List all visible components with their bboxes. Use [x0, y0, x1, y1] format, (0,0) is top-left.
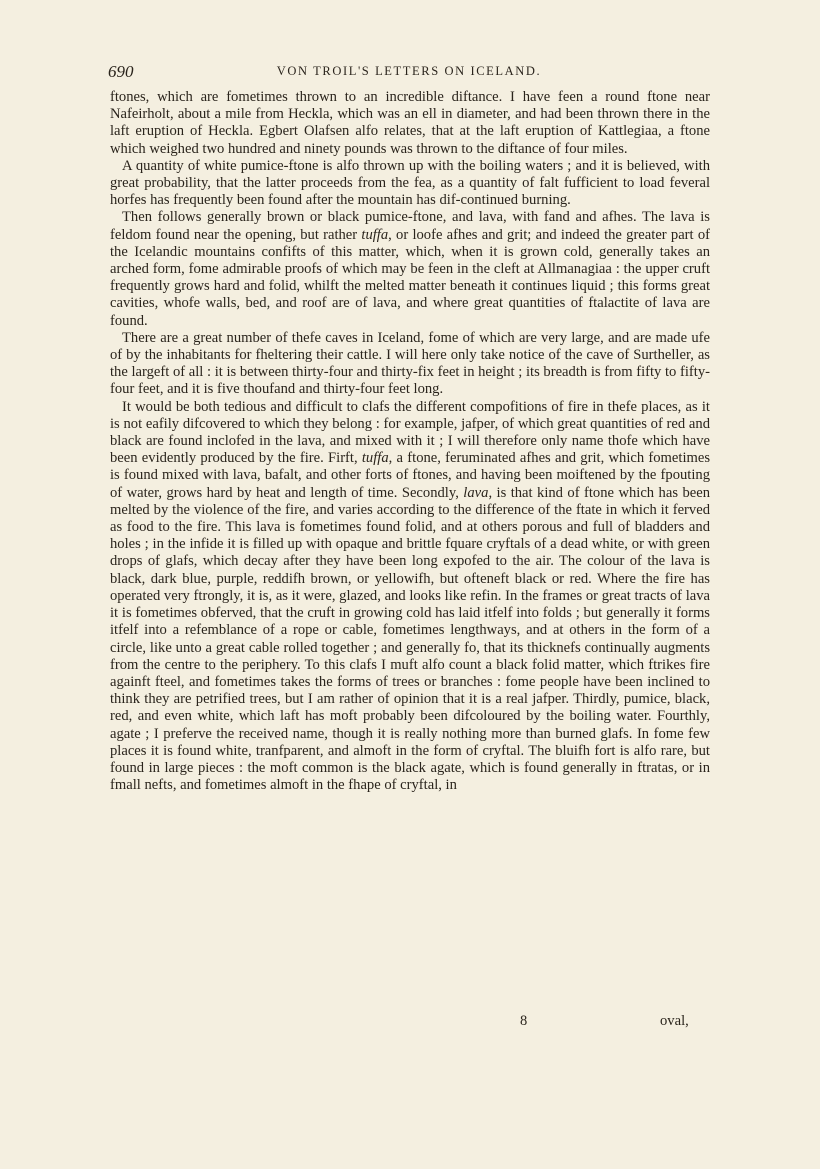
paragraph-5-text-cont: , a ftone, feruminated afhes and grit, which fometimes is found mixed with lava, bafalt, and other forts of ftones, and having been moiftened by the fpouting of water, grows hard by heat and length of time. Secondly, — [110, 450, 711, 501]
paragraph-5-text-end: , is that kind of ftone which has been melted by the violence of the fire, and varies according to the difference of the ftate in which it ferved as food to the fire. This lava is fometimes found folid, and at others porous and full of bladders and holes ; in the infide it is filled up with opaque and brittle fquare cryftals of a dead white, or with green drops of glafs, which decay after they have been long expofed to the air. The colour of the lava is black, dark blue, purple, reddifh brown, or yellowifh, but ofteneft black or red. Where the fire has operated very ftrongly, it is, as it were, glazed, and looks like refin. In the frames or great tracts of lava it is fometimes obferved, that the cruft in growing cold has laid itfelf into folds ; but generally it forms itfelf into a refemblance of a rope or cable, fometimes lengthways, and at others in the form of a circle, like unto a great cable rolled together ; and generally fo, that its thicknefs continually augments from the centre to the periphery. To this clafs I muft alfo count a black folid matter, which ftrikes fire againft fteel, and fometimes takes the forms of trees or branches : fome people have been inclined to think they are petrified trees, but I am rather of opinion that it is a real jafper. Thirdly, pumice, black, red, and even white, which laft has moft probably been difcoloured by the boiling water. Fourthly, agate ; I preferve the received name, though it is really nothing more than burned glafs. In fome few places it is found white, tranfparent, and almoft in the form of cryftal. The bluifh fort is alfo rare, but found in large pieces : the moft common is the black agate, which is found generally in ftratas, or in fmall nefts, and fometimes almoft in the fhape of cryftal, in — [110, 484, 710, 794]
paragraph-1: ftones, which are fometimes thrown to an incredible diftance. I have feen a round ftone near Nafeirholt, about a mile from Heckla, which was an ell in diameter, and had been thrown there in the laft eruption of Heckla. Egbert Olafsen alfo relates, that at the laft eruption of Kattlegiaa, a ftone which weighed two hundred and ninety pounds was thrown to the diftance of four miles. — [110, 89, 710, 157]
page-header — [108, 62, 710, 84]
paragraph-3-text: Then follows generally brown or black pumice-ftone, and lava, with fand and afhes. The lava is feldom found near the opening, but rather — [110, 209, 710, 243]
signature-mark: 8 — [520, 1013, 528, 1029]
paragraph-5-text: It would be both tedious and difficult to clafs the different compofitions of fire in thefe places, as it is not eafily difcovered to which they belong : for example, jafper, of which great quantities of red and black are found inclofed in the lava, and mixed with it ; I will therefore only name thofe which have been evidently produced by the fire. Firft, — [110, 398, 710, 467]
paragraph-3 — [110, 209, 710, 329]
body-text — [110, 89, 710, 794]
catchword: oval, — [660, 1013, 689, 1029]
paragraph-4: There are a great number of thefe caves in Iceland, fome of which are very large, and are made ufe of by the inhabitants for fheltering their cattle. I will here only take notice of the cave of Surtheller, as the largeft of all : it is between thirty-four and thirty-fix feet in height ; its breadth is from fifty to fifty-four feet, and it is five thoufand and thirty-four feet long. — [110, 329, 710, 398]
paragraph-2: A quantity of white pumice-ftone is alfo thrown up with the boiling waters ; and it is believed, with great probability, that the latter proceeds from the fea, as a quantity of falt fufficient to load feveral horfes has frequently been found after the mountain has dif-continued burning. — [110, 157, 710, 209]
term-lava: lava — [463, 484, 489, 501]
paragraph-5 — [110, 399, 710, 795]
term-tuffa: tuffa — [361, 450, 389, 467]
page-number: 690 — [108, 62, 134, 81]
paragraph-3-text-cont: , or loofe afhes and grit; and indeed the greater part of the Icelandic mountains confifts of this matter, which, when it is grown cold, generally takes an arched form, fome admirable proofs of which may be feen in the cleft at Allmanagiaa : the upper cruft frequently grows hard and folid, whilft the melted matter beneath it continues liquid ; this forms great cavities, whofe walls, bed, and roof are of lava, and where great quantities of ftalactite of lava are found. — [110, 226, 710, 329]
term-tuffa: tuffa — [361, 226, 389, 243]
running-head: VON TROIL'S LETTERS ON ICELAND. — [276, 64, 542, 78]
